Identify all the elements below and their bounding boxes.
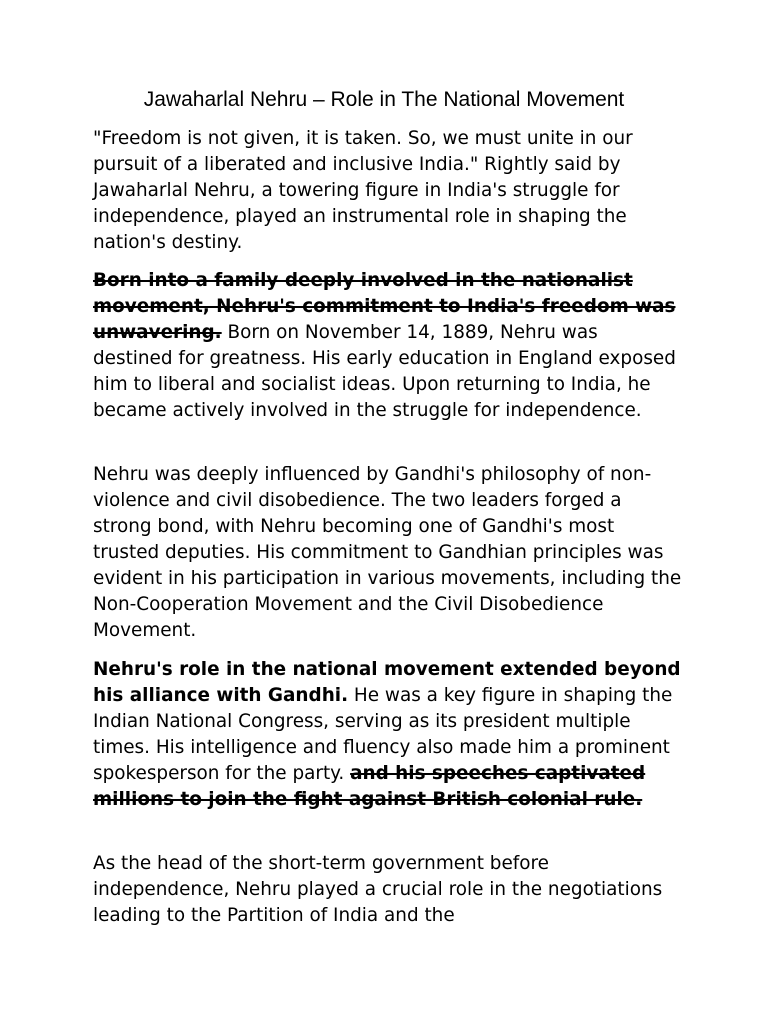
document-title-text: Jawaharlal Nehru – Role in The National Movement xyxy=(143,88,625,111)
paragraph-early-life xyxy=(93,268,683,424)
bold-sentence: Nehru's role in the national movement extended beyond his alliance with Gandhi. xyxy=(93,659,681,706)
document-title xyxy=(0,86,768,114)
paragraph-1-text: "Freedom is not given, it is taken. So, we must unite in our pursuit of a liberated and inclusive India." Rightly said by Jawaharlal Nehru, a towering figure in India's struggle for independence, played an instrumental role in shaping the nation's destiny. xyxy=(93,128,633,253)
paragraph-3-text: Nehru was deeply influenced by Gandhi's philosophy of non-violence and civil disobedience. The two leaders forged a strong bond, with Nehru becoming one of Gandhi's most trusted deputies. His commitment to Gandhian principles was evident in his participation in various movements, including the Non-Cooperation Movement and the Civil Disobedience Movement. xyxy=(93,464,682,641)
paragraph-congress-role xyxy=(93,657,683,813)
paragraph-gandhi-influence xyxy=(93,462,683,644)
struck-bold-sentence: Born into a family deeply involved in the nationalist movement, Nehru's commitment to India's freedom was unwavering. xyxy=(93,270,676,343)
paragraph-interim-government xyxy=(93,851,683,929)
paragraph-4-text: He was a key figure in shaping the Indian National Congress, serving as its president multiple times. His intelligence and fluency also made him a prominent spokesperson for the party. xyxy=(93,685,673,784)
paragraph-quote-intro xyxy=(93,126,683,256)
struck-bold-sentence: and his speeches captivated millions to join the fight against British colonial rule. xyxy=(93,763,646,810)
paragraph-5-text: As the head of the short-term government before independence, Nehru played a crucial role in the negotiations leading to the Partition of India and the xyxy=(93,853,663,926)
paragraph-2-text: Born on November 14, 1889, Nehru was destined for greatness. His early education in England exposed him to liberal and socialist ideas. Upon returning to India, he became actively involved in the struggle for independence. xyxy=(93,322,676,421)
